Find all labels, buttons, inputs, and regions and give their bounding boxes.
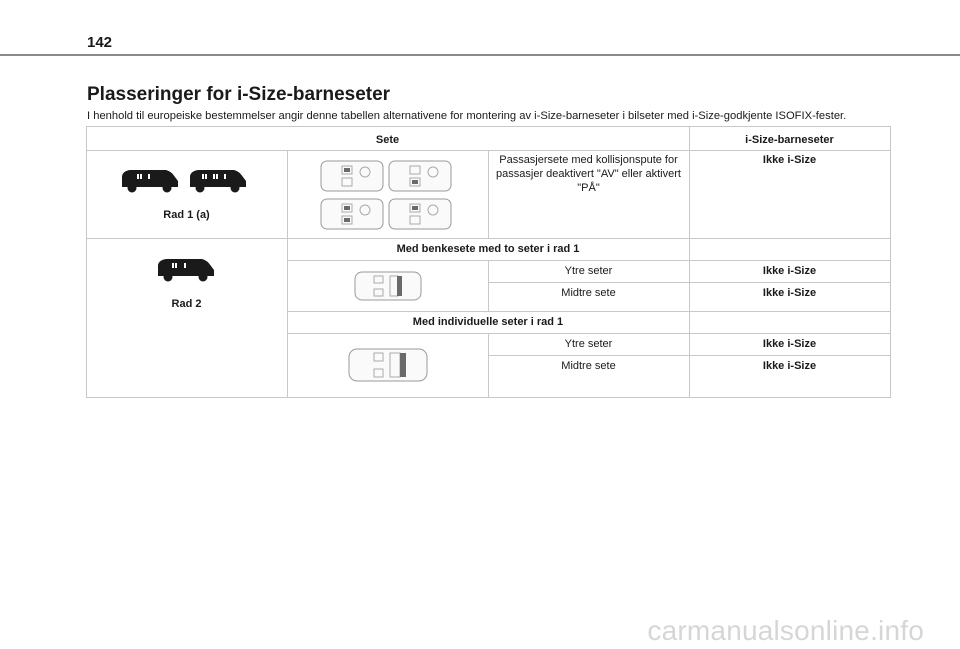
group2-item2-value: Ikke i-Size [762,360,817,372]
header-rule [0,54,960,56]
seat-layout-diagram-individual [348,348,428,382]
group1-item2-position: Midtre sete [561,287,616,299]
group1-item2-value: Ikke i-Size [762,287,817,299]
van-icon [122,170,178,193]
van-icon [190,170,246,193]
group1-item1-position: Ytre seter [564,265,613,277]
table-subrow-divider [287,260,891,261]
table-border-right [890,126,891,398]
row1-isize-value: Ikke i-Size [762,154,817,166]
table-row-divider [86,238,891,239]
table-col-divider [287,150,288,398]
group2-heading: Med individuelle seter i rad 1 [412,316,564,328]
seat-layout-diagram-bench [354,271,422,301]
group1-item1-value: Ikke i-Size [762,265,817,277]
row1-description: Passasjersete med kollisjonspute for passasjer deaktivert "AV" eller aktivert "PÅ" [496,154,681,194]
group2-item1-position: Ytre seter [564,338,613,350]
section-title: Plasseringer for i-Size-barneseter [87,84,391,105]
group2-item2-position: Midtre sete [561,360,616,372]
table-border-top [86,126,891,127]
header-isize: i-Size-barneseter [745,134,834,146]
table-subrow-divider [287,311,891,312]
row1-label: Rad 1 (a) [163,209,210,221]
isize-table [86,126,891,398]
group2-item1-value: Ikke i-Size [762,338,817,350]
watermark: carmanualsonline.info [647,615,924,646]
seat-layout-diagram-row1 [320,160,458,232]
table-border-left [86,126,87,398]
van-icon-row1 [120,168,248,194]
page-number: 142 [87,34,113,51]
header-seat: Sete [375,134,400,146]
row2-label: Rad 2 [171,298,202,310]
table-subrow-divider [287,333,891,334]
intro-text: I henhold til europeiske bestemmelser angir denne tabellen alternativene for montering av i-Size-barneseter i bilseter med i-Size-godkjente ISOFIX-fester. [87,110,847,122]
group1-heading: Med benkesete med to seter i rad 1 [396,243,580,255]
van-icon-row2 [156,257,218,283]
